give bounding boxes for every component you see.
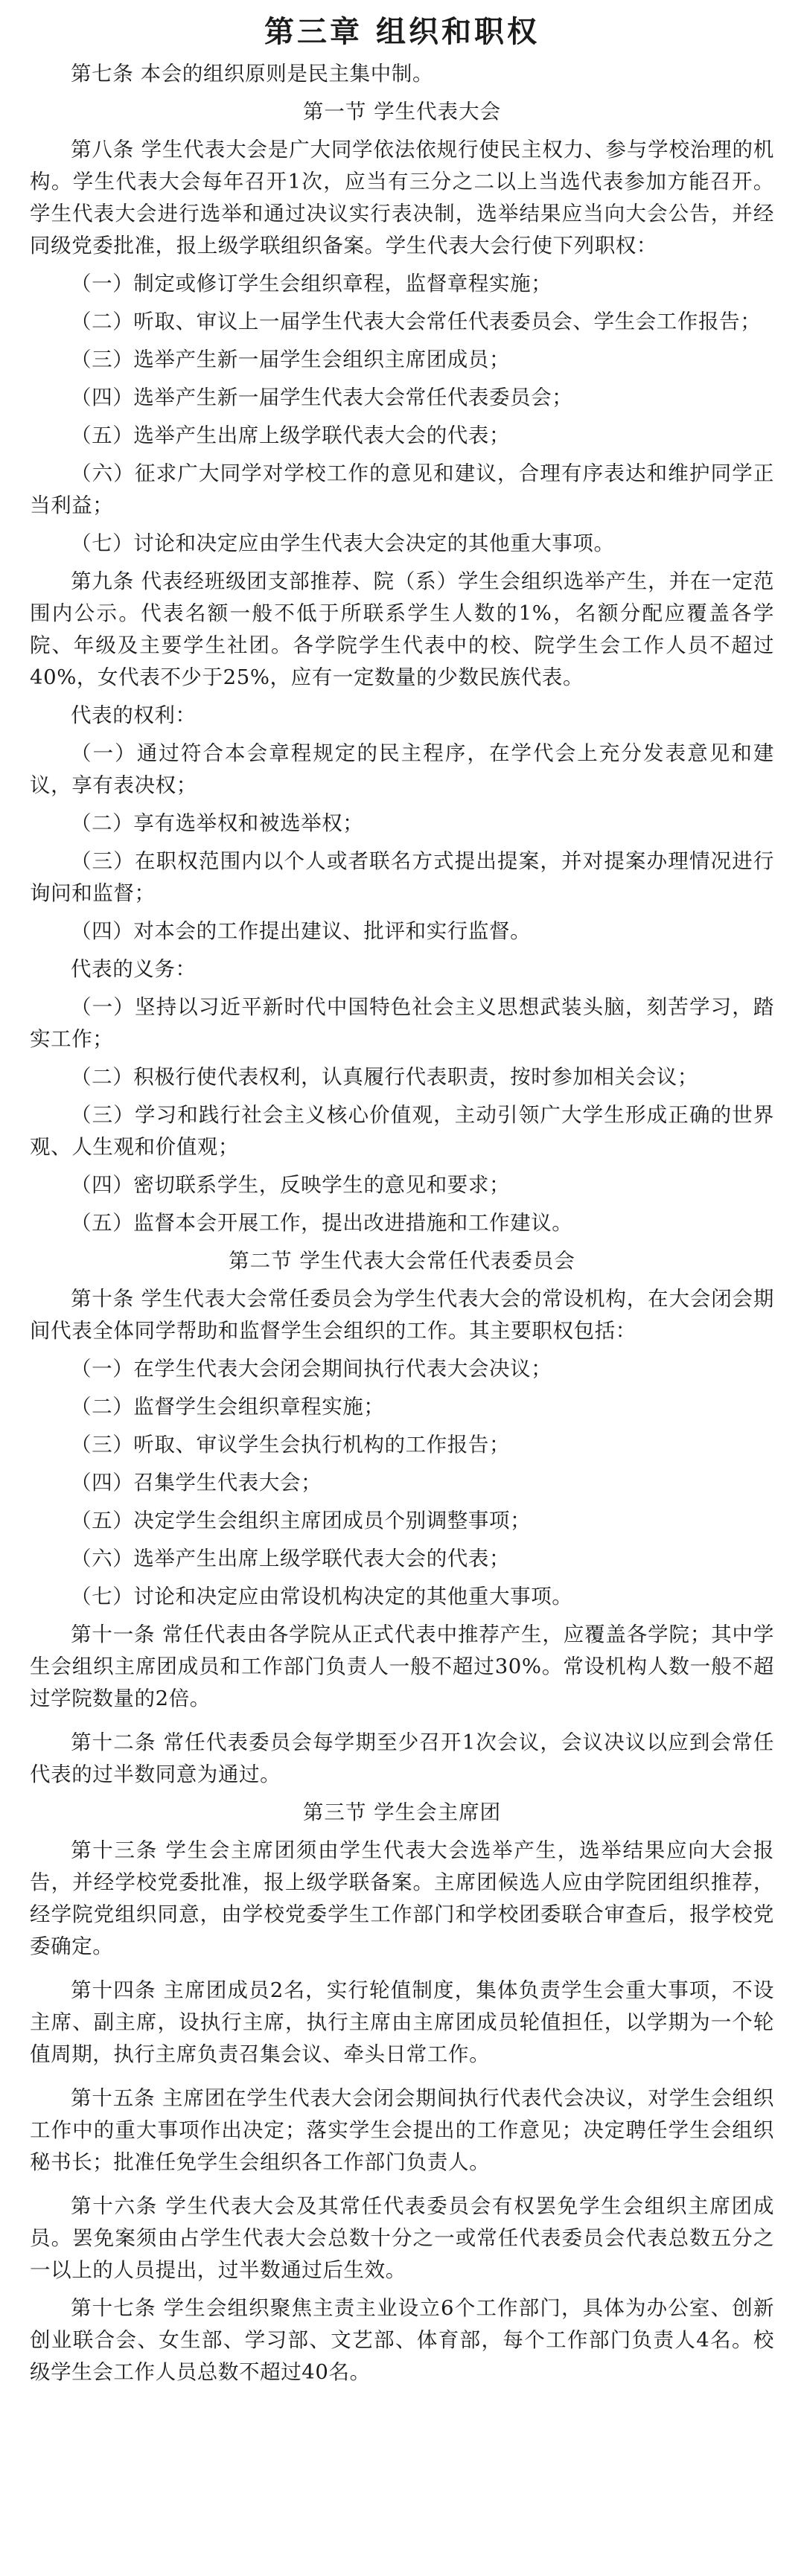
article-paragraph: 第十三条 学生会主席团须由学生代表大会选举产生，选举结果应向大会报告，并经学校党委批准，报上级学联备案。主席团候选人应由学院团组织推荐，经学院党组织同意，由学校党委学生工作部门和学校团委联合审查后，报学校党委确定。	[30, 1838, 774, 1958]
article-paragraph: 第十二条 常任代表委员会每学期至少召开1次会议，会议决议以应到会常任代表的过半数同意为通过。	[30, 1730, 774, 1786]
article-paragraph: （一）坚持以习近平新时代中国特色社会主义思想武装头脑，刻苦学习，踏实工作；	[30, 995, 774, 1051]
article-paragraph: （一）在学生代表大会闭会期间执行代表大会决议；	[71, 1357, 552, 1381]
article-paragraph: 第十条 学生代表大会常任委员会为学生代表大会的常设机构，在大会闭会期间代表全体同学帮助和监督学生会组织的工作。其主要职权包括：	[30, 1287, 774, 1343]
article-paragraph: 第十一条 常任代表由各学院从正式代表中推荐产生，应覆盖各学院；其中学生会组织主席团成员和工作部门负责人一般不超过30%。常设机构人数一般不超过学院数量的2倍。	[30, 1623, 774, 1710]
article-paragraph: （五）选举产生出席上级学联代表大会的代表；	[71, 424, 511, 447]
article-paragraph: 第九条 代表经班级团支部推荐、院（系）学生会组织选举产生，并在一定范围内公示。代表名额一般不低于所联系学生人数的1%，名额分配应覆盖各学院、年级及主要学生社团。各学院学生代表中的校、院学生会工作人员不超过40%，女代表不少于25%，应有一定数量的少数民族代表。	[30, 569, 774, 689]
article-paragraph: （三）在职权范围内以个人或者联名方式提出提案，并对提案办理情况进行询问和监督；	[30, 849, 774, 905]
section-heading: 第一节 学生代表大会	[302, 100, 502, 124]
article-paragraph: （四）对本会的工作提出建议、批评和实行监督。	[71, 919, 532, 943]
section-heading: 第二节 学生代表大会常任代表委员会	[229, 1249, 575, 1273]
article-paragraph: （二）监督学生会组织章程实施；	[71, 1395, 385, 1419]
article-paragraph: 代表的权利：	[71, 703, 197, 727]
article-paragraph: 代表的义务：	[71, 957, 197, 981]
article-paragraph: （一）制定或修订学生会组织章程，监督章程实施；	[71, 272, 552, 295]
article-paragraph: （四）召集学生代表大会；	[71, 1471, 322, 1495]
article-paragraph: （五）决定学生会组织主席团成员个别调整事项；	[71, 1509, 532, 1533]
article-paragraph: 第十七条 学生会组织聚焦主责主业设立6个工作部门，具体为办公室、创新创业联合会、女生部、学习部、文艺部、体育部，每个工作部门负责人4名。校级学生会工作人员总数不超过40名。	[30, 2296, 774, 2384]
article-paragraph: （七）讨论和决定应由常设机构决定的其他重大事项。	[71, 1585, 573, 1608]
article-paragraph: （三）听取、审议学生会执行机构的工作报告；	[71, 1433, 511, 1457]
article-paragraph: （三）学习和践行社会主义核心价值观，主动引领广大学生形成正确的世界观、人生观和价值观；	[30, 1103, 774, 1159]
article-paragraph: （七）讨论和决定应由学生代表大会决定的其他重大事项。	[71, 531, 615, 555]
article-paragraph: （二）享有选举权和被选举权；	[71, 811, 364, 835]
document-body	[30, 58, 774, 2388]
chapter-title: 第三章 组织和职权	[264, 15, 540, 49]
article-paragraph: （六）选举产生出席上级学联代表大会的代表；	[71, 1547, 511, 1570]
section-heading: 第三节 学生会主席团	[302, 1800, 502, 1824]
article-paragraph: （四）密切联系学生，反映学生的意见和要求；	[71, 1173, 511, 1197]
article-paragraph: （二）听取、审议上一届学生代表大会常任代表委员会、学生会工作报告；	[71, 310, 762, 333]
article-paragraph: 第十五条 主席团在学生代表大会闭会期间执行代表代会决议，对学生会组织工作中的重大事项作出决定；落实学生会提出的工作意见；决定聘任学生会组织秘书长；批准任免学生会组织各工作部门负责人。	[30, 2086, 774, 2174]
article-paragraph: 第七条 本会的组织原则是民主集中制。	[71, 62, 434, 86]
article-paragraph: （六）征求广大同学对学校工作的意见和建议，合理有序表达和维护同学正当利益；	[30, 461, 774, 517]
article-paragraph: （一）通过符合本会章程规定的民主程序，在学代会上充分发表意见和建议，享有表决权；	[30, 741, 774, 797]
article-paragraph: 第八条 学生代表大会是广大同学依法依规行使民主权力、参与学校治理的机构。学生代表大会每年召开1次，应当有三分之二以上当选代表参加方能召开。学生代表大会进行选举和通过决议实行表决制，选举结果应当向大会公告，并经同级党委批准，报上级学联组织备案。学生代表大会行使下列职权：	[30, 138, 774, 258]
article-paragraph: （二）积极行使代表权利，认真履行代表职责，按时参加相关会议；	[71, 1065, 698, 1089]
article-paragraph: （五）监督本会开展工作，提出改进措施和工作建议。	[71, 1211, 573, 1235]
article-paragraph: （四）选举产生新一届学生代表大会常任代表委员会；	[71, 386, 573, 409]
article-paragraph: （三）选举产生新一届学生会组织主席团成员；	[71, 348, 511, 371]
article-paragraph: 第十六条 学生代表大会及其常任代表委员会有权罢免学生会组织主席团成员。罢免案须由占学生代表大会总数十分之一或常任代表委员会代表总数五分之一以上的人员提出，过半数通过后生效。	[30, 2194, 774, 2282]
article-paragraph: 第十四条 主席团成员2名，实行轮值制度，集体负责学生会重大事项，不设主席、副主席，设执行主席，执行主席由主席团成员轮值担任，以学期为一个轮值周期，执行主席负责召集会议、牵头日常工作。	[30, 1978, 774, 2066]
